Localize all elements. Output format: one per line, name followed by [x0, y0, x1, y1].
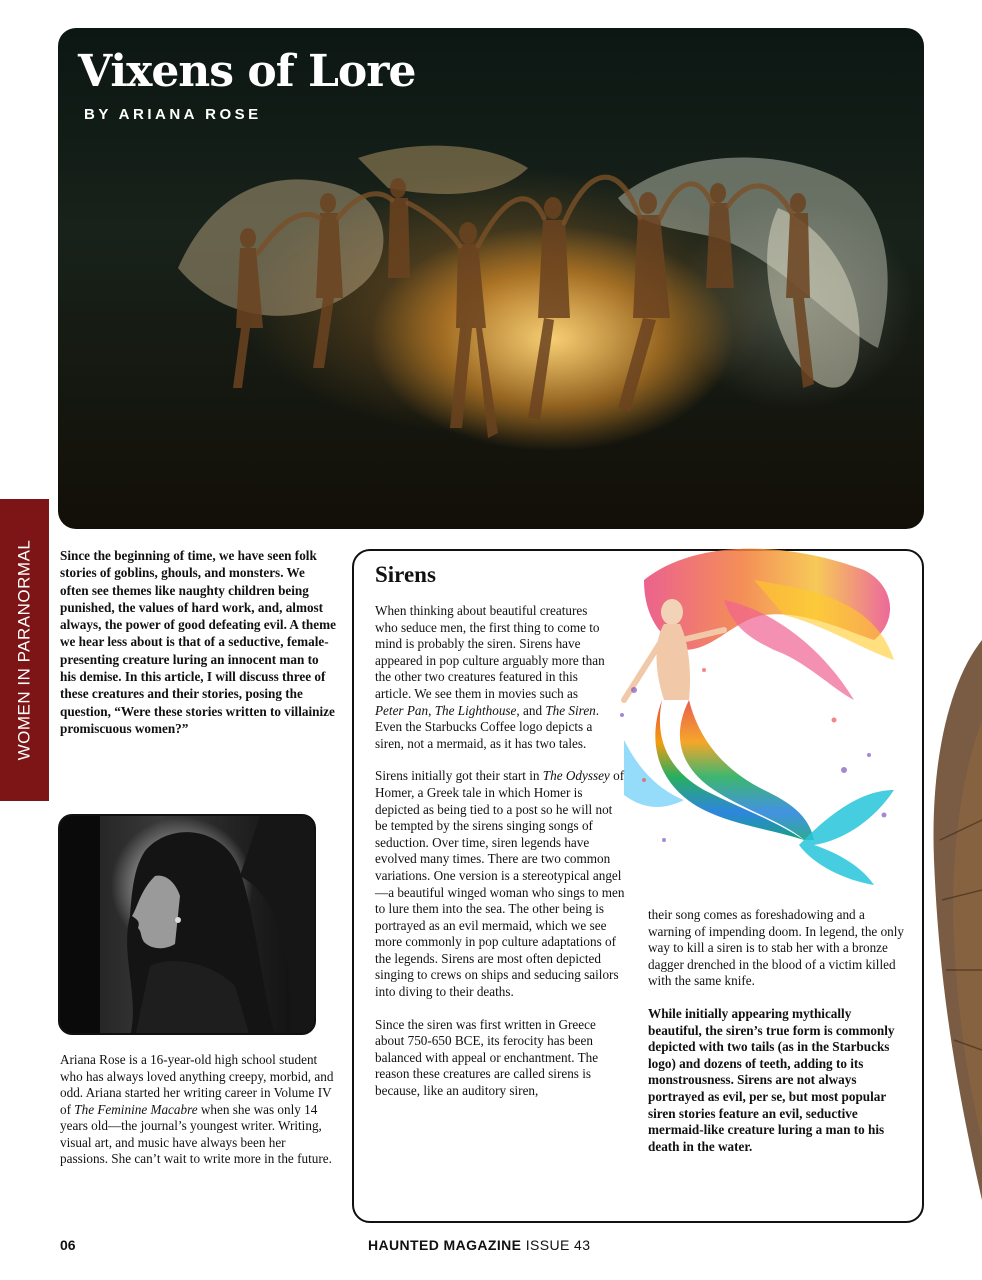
sirens-column-right: [648, 907, 908, 1171]
dancing-figures-illustration: [58, 28, 924, 529]
mermaid-illustration: [604, 540, 904, 885]
article-byline: BY ARIANA ROSE: [84, 106, 262, 123]
sirens-paragraph-4: their song comes as foreshadowing and a warning of impending doom. In legend, the only way to kill a siren is to stab her with a bronze dagger drenched in the blood of a victim killed with the same knife.: [648, 907, 905, 989]
sirens-paragraph-1: When thinking about beautiful creatures who seduce men, the first thing to come to mind is probably the siren. Sirens have appeared in pop culture arguably more than the other two creatures featured in this article. We see them in movies such as Peter Pan, The Lighthouse, and The Siren. Even the Starbucks Coffee logo depicts a siren, not a mermaid, as it has two tales.: [375, 603, 605, 751]
article-title: Vixens of Lore: [78, 46, 416, 97]
page-number: 06: [60, 1237, 76, 1253]
sirens-paragraph-2: Sirens initially got their start in The Odyssey of Homer, a Greek tale in which Homer is depicted as being tied to a post so he will not be tempted by the sirens singing songs of seduction. Over time, siren legends have evolved many times. There are two common variations. One version is a stereotypical angel—a beautiful winged woman who sings to men to lure them into the sea. The other being is portrayed as an evil mermaid, which we see more commonly in pop culture adaptations of the legends. Sirens are most often depicted singing to crews on ships and seducing sailors into diving to their deaths.: [375, 768, 625, 1000]
magazine-footer: HAUNTED MAGAZINE ISSUE 43: [368, 1237, 591, 1253]
author-bio: Ariana Rose is a 16-year-old high school student who has always loved anything creepy, morbid, and odd. Ariana started her writing career in Volume IV of The Feminine Macabre when she was only 14 years old—the journal’s youngest writer. Writing, visual art, and music have always been her passions. She can’t wait to write more in the future.: [60, 1052, 334, 1166]
wing-illustration: [920, 640, 982, 1200]
sirens-heading: Sirens: [375, 562, 436, 587]
author-portrait-illustration: [60, 816, 316, 1035]
sirens-column-left: [375, 603, 627, 1116]
hero-image: [58, 28, 924, 529]
sirens-paragraph-3: Since the siren was first written in Greece about 750-650 BCE, its ferocity has been balanced with appeal or enchantment. The reason these creatures are called sirens is because, like an auditory siren,: [375, 1016, 599, 1099]
section-tab: [0, 499, 49, 801]
section-tab-label: WOMEN IN PARANORMAL: [14, 539, 34, 761]
sirens-paragraph-5: While initially appearing mythically beautiful, the siren’s true form is commonly depicted with two tails (as in the Starbucks logo) and dozens of teeth, adding to its monstrousness. Sirens are not always portrayed as evil, per se, but most popular siren stories feature an evil, seductive mermaid-like creature luring a man to his death in the water.: [648, 1005, 895, 1154]
author-photo: [58, 814, 316, 1035]
intro-paragraph: Since the beginning of time, we have seen folk stories of goblins, ghouls, and monsters. We often see themes like naughty children being punished, the values of hard work, and, almost always, the power of good defeating evil. A theme we hear less about is that of a seductive, female-presenting creature luring an innocent man to his demise. In this article, I will discuss three of these creatures and their stories, posing the question, “Were these stories written to villainize promiscuous women?”: [60, 548, 336, 736]
